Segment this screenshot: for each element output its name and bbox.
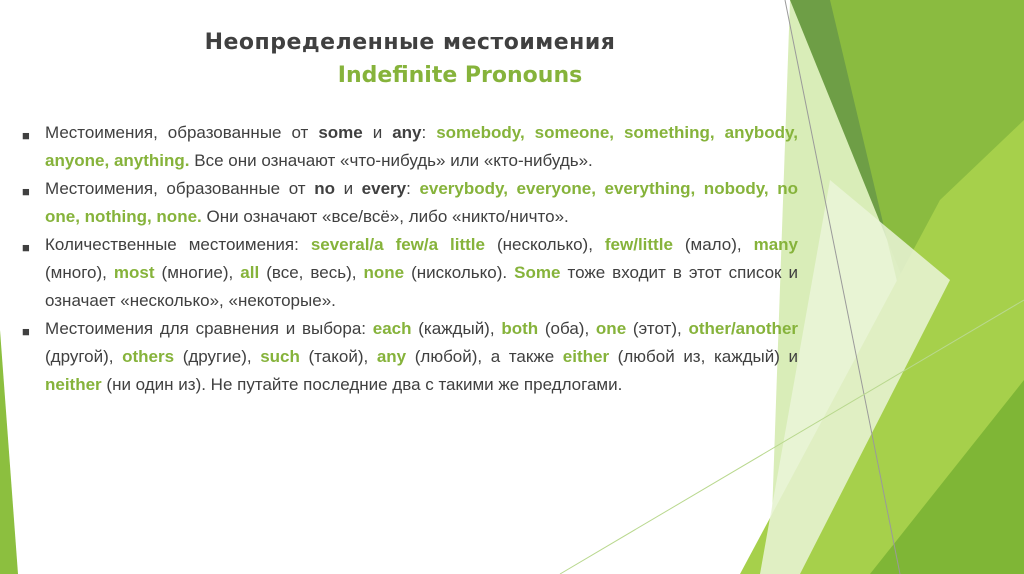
bullet-text: (мало),: [672, 235, 754, 254]
bullet-text: (любой из, каждый) и: [609, 347, 798, 366]
pronoun-highlight: none: [363, 263, 405, 282]
bullet-text: (несколько),: [485, 235, 605, 254]
bullet-text: (нисколько).: [404, 263, 515, 282]
keyword-bold: some: [318, 123, 363, 142]
bullet-text: тоже входит в этот список и означает «несколько», «некоторые».: [45, 263, 798, 310]
bullet-text: Все они означают «что-нибудь» или «кто-нибудь».: [189, 151, 593, 170]
pronoun-highlight: such: [260, 347, 300, 366]
pronoun-highlight: everybody, everyone, everything, nobody, no one, nothing, none.: [45, 179, 799, 226]
pronoun-highlight: many: [753, 235, 799, 254]
bullet-item: [20, 315, 798, 399]
square-bullet-icon: ■: [22, 184, 30, 199]
bullet-text: Количественные местоимения:: [45, 235, 311, 254]
bullet-text: Местоимения для сравнения и выбора:: [45, 319, 373, 338]
bullet-text: (любой), а также: [406, 347, 563, 366]
pronoun-highlight: both: [501, 319, 539, 338]
pronoun-highlight: most: [113, 263, 155, 282]
square-bullet-icon: ■: [22, 324, 30, 339]
bullet-text: и: [334, 179, 362, 198]
bullet-text: :: [421, 123, 437, 142]
bullet-text: и: [362, 123, 393, 142]
bullet-text: (оба),: [538, 319, 596, 338]
keyword-bold: no: [314, 179, 335, 198]
pronoun-highlight: either: [562, 347, 610, 366]
bullet-text: (такой),: [299, 347, 377, 366]
bullet-list: [20, 119, 798, 399]
bullet-text: (много),: [45, 263, 114, 282]
bullet-text: (этот),: [626, 319, 689, 338]
title-english: Indefinite Pronouns: [337, 63, 583, 88]
bullet-item: [20, 119, 798, 175]
pronoun-highlight: Some: [514, 263, 561, 282]
square-bullet-icon: ■: [22, 128, 30, 143]
bullet-text: (ни один из). Не путайте последние два с такими же предлогами.: [101, 375, 623, 394]
title-russian: Неопределенные местоимения: [204, 30, 616, 55]
bullet-text: Местоимения, образованные от: [45, 123, 319, 142]
bullet-text: Местоимения, образованные от: [45, 179, 315, 198]
pronoun-highlight: other/another: [688, 319, 799, 338]
bullet-item: [20, 231, 798, 315]
keyword-bold: any: [392, 123, 422, 142]
bullet-text: (многие),: [154, 263, 241, 282]
pronoun-highlight: each: [372, 319, 412, 338]
bullet-text: (все, весь),: [259, 263, 364, 282]
pronoun-highlight: others: [122, 347, 175, 366]
pronoun-highlight: neither: [45, 375, 102, 394]
bullet-text: (другие),: [174, 347, 261, 366]
bullet-text: Они означают «все/всё», либо «никто/ничто».: [201, 207, 569, 226]
square-bullet-icon: ■: [22, 240, 30, 255]
slide-title: [60, 30, 760, 88]
bullet-item: [20, 175, 798, 231]
pronoun-highlight: somebody, someone, something, anybody, anyone, anything.: [45, 123, 798, 170]
pronoun-highlight: all: [240, 263, 260, 282]
bullet-text: (каждый),: [411, 319, 502, 338]
pronoun-highlight: one: [595, 319, 627, 338]
pronoun-highlight: few/little: [604, 235, 673, 254]
pronoun-highlight: several/a few/a little: [310, 235, 485, 254]
left-accent-shape: [0, 330, 18, 574]
keyword-bold: every: [361, 179, 407, 198]
bullet-text: :: [406, 179, 420, 198]
bullet-text: (другой),: [45, 347, 123, 366]
pronoun-highlight: any: [376, 347, 407, 366]
